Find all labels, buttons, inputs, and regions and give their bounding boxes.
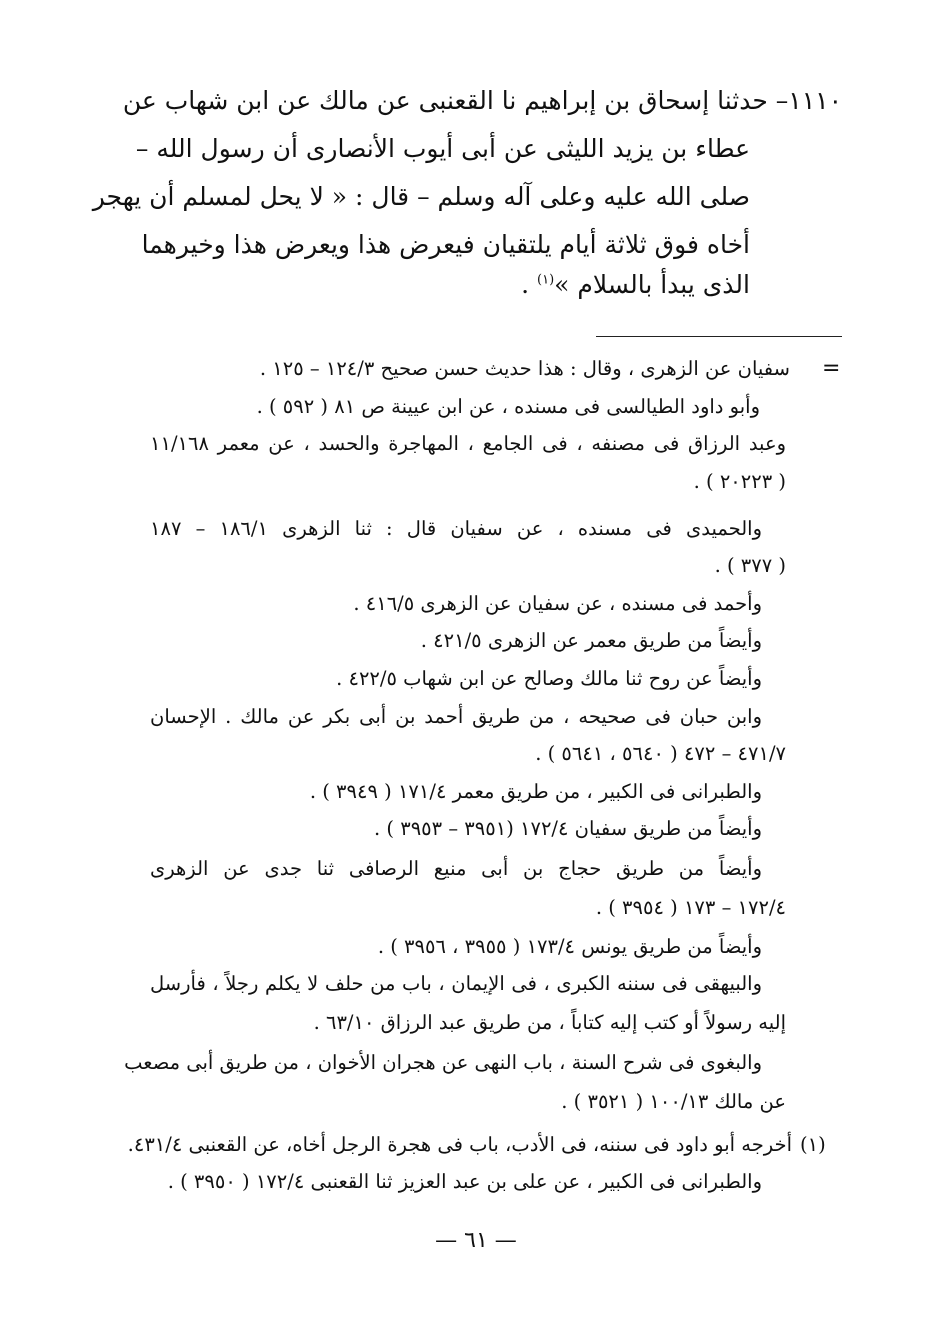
continuation-mark: = [822, 356, 841, 381]
footnote-line: وأيضاً عن روح ثنا مالك وصالح عن ابن شهاب ٤٢٢/٥ . [336, 667, 762, 690]
footnote-line: وأحمد فى مسنده ، عن سفيان عن الزهرى ٤١٦/٥ . [353, 592, 762, 615]
footnote-line: والطبرانى فى الكبير ، عن على بن عبد العزيز ثنا القعنبى ١٧٢/٤ ( ٣٩٥٠ ) . [167, 1170, 762, 1193]
footnote-line: وأيضاً من طريق يونس ١٧٣/٤ ( ٣٩٥٥ ، ٣٩٥٦ ) . [377, 935, 762, 958]
footnote-line: وابن حبان فى صحيحه ، من طريق أحمد بن أبى بكر عن مالك . الإحسان [150, 705, 762, 728]
footnote-line: ( ٣٧٧ ) . [714, 554, 786, 577]
footnote-line: والحميدى فى مسنده ، عن سفيان قال : ثنا الزهرى ١٨٦/١ – ١٨٧ [150, 517, 762, 540]
hadith-line: أخاه فوق ثلاثة أيام يلتقيان فيعرض هذا ويعرض هذا وخيرهما [141, 230, 750, 259]
footnote-line: سفيان عن الزهرى ، وقال : هذا حديث حسن صحيح ١٢٤/٣ – ١٢٥ . [259, 357, 790, 380]
footnote-number: (١) [800, 1133, 826, 1156]
footnote-line: والطبرانى فى الكبير ، من طريق معمر ١٧١/٤ ( ٣٩٤٩ ) . [309, 780, 762, 803]
footnote-line: وأبو داود الطيالسى فى مسنده ، عن ابن عيينة ص ٨١ ( ٥٩٢ ) . [256, 395, 760, 418]
footnote-line: إليه رسولاً أو كتب إليه كتاباً ، من طريق عبد الرزاق ٦٣/١٠ . [313, 1011, 786, 1034]
page-number: — ٦١ — [435, 1228, 517, 1253]
footnote-line: ( ٢٠٢٢٣ ) . [693, 470, 786, 493]
footnote-reference: (١) [537, 272, 555, 288]
footnote-line: ٤٧١/٧ – ٤٧٢ ( ٥٦٤٠ ، ٥٦٤١ ) . [535, 742, 786, 765]
footnote-line: أخرجه أبو داود فى سننه، فى الأدب، باب فى هجرة الرجل أخاه، عن القعنبى ٤٣١/٤. [127, 1133, 792, 1156]
footnote-line: ١٧٢/٤ – ١٧٣ ( ٣٩٥٤ ) . [595, 896, 786, 919]
footnote-line: والبيهقى فى سننه الكبرى ، فى الإيمان ، باب من حلف لا يكلم رجلاً ، فأرسل [150, 972, 762, 995]
hadith-line-text: الذى يبدأ بالسلام » [554, 270, 750, 299]
footnote-line: وعبد الرزاق فى مصنفه ، فى الجامع ، المهاجرة والحسد ، عن معمر ١١/١٦٨ [150, 432, 786, 455]
hadith-line: عطاء بن يزيد الليثى عن أبى أيوب الأنصارى أن رسول الله – [135, 134, 750, 163]
hadith-line [440, 260, 750, 310]
footnote-line: وأيضاً من طريق سفيان ١٧٢/٤ (٣٩٥١ – ٣٩٥٣ ) . [374, 817, 762, 840]
footnote-line: وأيضاً من طريق حجاج بن أبى منيع الرصافى ثنا جدى عن الزهرى [150, 857, 762, 880]
footnote-line: عن مالك ١٠٠/١٣ ( ٣٥٢١ ) . [561, 1090, 786, 1113]
footnote-divider [596, 336, 842, 337]
hadith-line-end: . [521, 270, 537, 299]
footnote-line: والبغوى فى شرح السنة ، باب النهى عن هجران الأخوان ، من طريق أبى مصعب [124, 1051, 762, 1074]
hadith-line: صلى الله عليه وعلى آله وسلم – قال : « لا يحل لمسلم أن يهجر [92, 182, 750, 211]
footnote-line: وأيضاً من طريق معمر عن الزهرى ٤٢١/٥ . [420, 629, 762, 652]
hadith-line: ١١١٠– حدثنا إسحاق بن إبراهيم نا القعنبى عن مالك عن ابن شهاب عن [122, 86, 842, 115]
